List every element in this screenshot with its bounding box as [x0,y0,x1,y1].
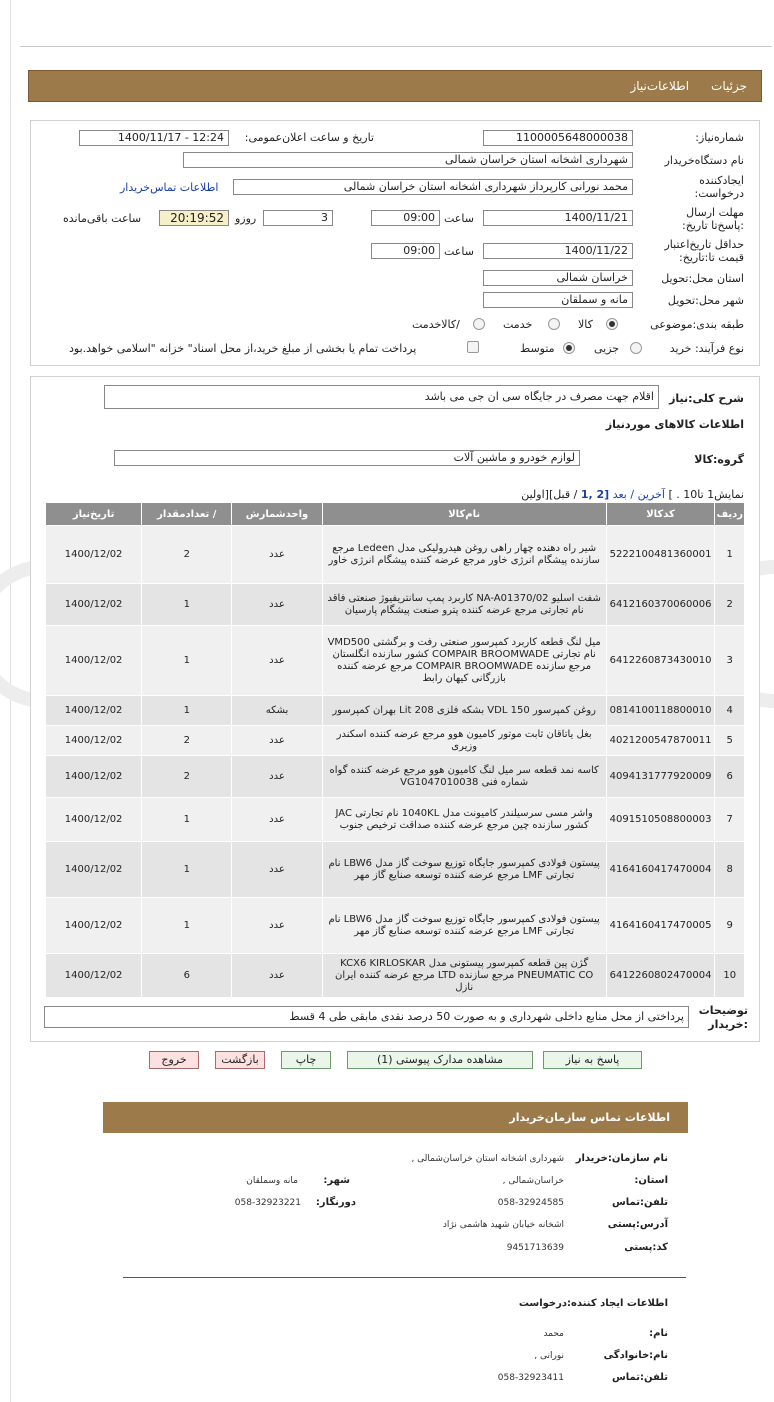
row-unit: عدد [232,626,322,696]
row-name: شیر راه دهنده چهار راهی روغن هیدرولیکی مدل Ledeen مرجع سازنده پیشگام انرژی خاور مرجع عرضه کننده پیشگام انرژی خاور [322,526,606,584]
row-qty: 6 [142,954,232,998]
goods-info-title: اطلاعات کالاهای موردنیاز [605,418,744,431]
phone-label: تلفن:تماس [611,1197,668,1208]
row-name: بغل یاتاقان ثابت موتور کامیون هوو مرجع عرضه کننده اسکندر وزیری [322,726,606,756]
buyer-org-field: شهرداری اشخانه استان خراسان شمالی [183,152,633,168]
tab-need-info[interactable]: اطلاعات‌نیاز [630,79,690,93]
province-label: استان محل:تحویل [661,272,744,285]
row-name: پیستون فولادی کمپرسور جایگاه توزیع سوخت گاز مدل LBW6 نام تجارتی LMF مرجع عرضه کننده توسعه صنایع گاز مهر [322,898,606,954]
row-qty: 1 [142,898,232,954]
table-row [46,626,745,696]
creator-label: ایجادکننده درخواست: [694,174,744,200]
row-index: 7 [715,798,745,842]
row-qty: 1 [142,584,232,626]
row-date: 1400/12/02 [46,798,142,842]
col-unit: واحدشمارش [232,503,322,526]
org-label: نام سازمان:خریدار [575,1153,668,1164]
header-bar [28,70,762,102]
validity-time-label: ساعت [444,245,474,258]
row-name: واشر مسی سرسیلندر کامیونت مدل 1040KL نام تجارتی JAC کشور سازنده چین مرجع عرضه کننده صداقت ترخیص جنوب [322,798,606,842]
phone-value: 058-32924585 [497,1198,564,1208]
row-code: 5222100481360001 [606,526,715,584]
row-date: 1400/12/02 [46,526,142,584]
contact-divider [123,1277,686,1278]
summary-field: اقلام جهت مصرف در جایگاه سی ان جی می باشد [104,385,659,409]
row-index: 9 [715,898,745,954]
row-date: 1400/12/02 [46,898,142,954]
buyer-notes-label: توضیحات :خریدار [698,1004,748,1031]
fax-value: 058-32923221 [234,1198,301,1208]
address-value: اشخانه خیابان شهید هاشمی نژاد [442,1220,564,1230]
row-code: 6412160370060006 [606,584,715,626]
treasury-payment-checkbox[interactable] [467,341,479,353]
category-goods-radio[interactable] [606,318,618,330]
row-code: 4164160417470004 [606,842,715,898]
row-unit: عدد [232,526,322,584]
announce-field: 1400/11/17 - 12:24 [79,130,229,146]
group-field: لوازم خودرو و ماشین آلات [114,450,580,466]
row-name: میل لنگ قطعه کاربرد کمپرسور صنعتی رفت و برگشتی VMD500 نام تجارتی COMPAIR BROOMWADE کشور سازنده انگلستان مرجع سازنده COMPAIR BROOMWADE مرجع عرضه کننده بازرگانی کیهان رابط [322,626,606,696]
row-date: 1400/12/02 [46,756,142,798]
postal-value: 9451713639 [506,1243,564,1253]
buyer-contact-link[interactable]: اطلاعات تماس‌خریدار [120,181,219,194]
row-qty: 1 [142,798,232,842]
creator-family-label: نام:خانوادگی [603,1350,668,1361]
row-date: 1400/12/02 [46,954,142,998]
contact-header-bar: اطلاعات تماس سازمان‌خریدار [103,1102,688,1133]
creator-name-value: محمد [543,1329,564,1339]
row-index: 4 [715,696,745,726]
group-label: گروه:کالا [694,453,744,466]
creator-family-value: نورانی , [534,1351,564,1361]
tab-details[interactable]: جزئیات [711,79,747,93]
row-unit: عدد [232,756,322,798]
pager-last-link[interactable]: آخرین [637,488,665,501]
pager-show: نمایش1 تا10 . ] [668,488,744,501]
validity-date-field: 1400/11/22 [483,243,633,259]
need-number-label: شماره‌نیاز: [695,131,744,144]
deadline-label: مهلت ارسال :پاسخ‌تا تاریخ: [682,206,744,232]
row-index: 6 [715,756,745,798]
contact-city-value: مانه وسملقان [246,1176,298,1186]
table-row [46,726,745,756]
row-qty: 1 [142,626,232,696]
process-partial-label: جزیی [594,342,620,355]
row-qty: 2 [142,726,232,756]
pager-next-link[interactable]: / بعد [612,488,635,501]
process-medium-label: متوسط [520,342,555,355]
row-code: 4164160417470005 [606,898,715,954]
category-goods-service-radio[interactable] [473,318,485,330]
announce-label: تاریخ و ساعت اعلان‌عمومی: [244,131,374,144]
row-qty: 2 [142,526,232,584]
buyer-org-label: نام دستگاه‌خریدار [664,154,744,167]
creator-phone-value: 058-32923411 [497,1373,564,1383]
row-code: 0814100118800010 [606,696,715,726]
row-unit: عدد [232,898,322,954]
row-code: 4094131777920009 [606,756,715,798]
treasury-payment-note: پرداخت تمام یا بخشی از مبلغ خرید،از محل اسناد" خزانه "اسلامی خواهد.بود [69,342,417,355]
contact-city-label: شهر: [323,1175,350,1186]
col-qty: / تعدادمقدار [142,503,232,526]
goods-table-header [46,503,745,526]
goods-table [45,502,745,998]
row-date: 1400/12/02 [46,626,142,696]
top-divider [20,46,772,47]
address-label: آدرس:پستی [607,1219,668,1230]
row-name: کاسه نمد قطعه سر میل لنگ کامیون هوو مرجع عرضه کننده گواه شماره فنی VG1047010038 [322,756,606,798]
row-index: 2 [715,584,745,626]
row-name: روغن کمپرسور VDL 150 بشکه فلزی 208 Lit بهران کمپرسور [322,696,606,726]
table-row [46,696,745,726]
pagination [521,488,744,501]
deadline-time-field: 09:00 [371,210,440,226]
table-row [46,526,745,584]
creator-phone-label: تلفن:تماس [611,1372,668,1383]
row-index: 8 [715,842,745,898]
table-row [46,898,745,954]
row-qty: 1 [142,842,232,898]
process-label: نوع فرآیند: خرید [669,342,744,355]
contact-province-value: خراسان‌شمالی , [502,1176,564,1186]
creator-name-label: نام: [649,1328,668,1339]
row-date: 1400/12/02 [46,584,142,626]
pager-rest: / قبل][اولین [521,488,578,501]
need-number-field: 1100005648000038 [483,130,633,146]
table-row [46,584,745,626]
row-date: 1400/12/02 [46,726,142,756]
row-qty: 2 [142,756,232,798]
category-label: طبقه بندی:موضوعی [650,318,744,331]
table-row [46,842,745,898]
row-index: 1 [715,526,745,584]
deadline-time-label: ساعت [444,212,474,225]
remaining-time-field: 20:19:52 [159,210,229,226]
city-field: مانه و سملقان [483,292,633,308]
print-button[interactable]: چاپ [281,1051,331,1069]
category-service-label: خدمت [503,318,533,331]
row-code: 4091510508800003 [606,798,715,842]
postal-label: کد:پستی [624,1242,668,1253]
row-unit: عدد [232,584,322,626]
row-name: شفت اسلیو NA-A01370/02 کاربرد پمپ سانتریفیوژ صنعتی فاقد نام تجارتی مرجع عرضه کننده پترو صنعت پیشگام پارسیان [322,584,606,626]
category-goods-service-label: /کالاخدمت [412,318,460,331]
pager-pages[interactable]: [2 ,1 [580,488,610,501]
row-qty: 1 [142,696,232,726]
summary-label: شرح کلی:نیاز [669,392,744,405]
col-index: ردیف [715,503,745,526]
row-unit: بشکه [232,696,322,726]
back-button[interactable]: بازگشت [215,1051,265,1069]
row-code: 6412260802470004 [606,954,715,998]
row-index: 10 [715,954,745,998]
row-code: 6412260873430010 [606,626,715,696]
validity-label: حداقل تاریخ‌اعتبار قیمت تا:تاریخ: [664,238,744,264]
row-index: 3 [715,626,745,696]
process-medium-radio[interactable] [563,342,575,354]
org-value: شهرداری اشخانه استان خراسان‌شمالی , [411,1154,564,1164]
row-date: 1400/12/02 [46,842,142,898]
table-row [46,798,745,842]
validity-time-field: 09:00 [371,243,440,259]
row-unit: عدد [232,954,322,998]
reply-button[interactable]: پاسخ به نیاز [543,1051,642,1069]
deadline-date-field: 1400/11/21 [483,210,633,226]
col-date: تاریخ‌نیاز [46,503,142,526]
table-row [46,954,745,998]
contact-province-label: استان: [634,1175,668,1186]
remaining-time-label: ساعت باقی‌مانده [63,212,142,225]
days-label: روزو [235,212,257,225]
buyer-notes-field: پرداختی از محل منابع داخلی شهرداری و به صورت 50 درصد نقدی مابقی طی 4 قسط [44,1006,689,1028]
attachments-button[interactable]: مشاهده مدارک پیوستی (1) [347,1051,533,1069]
creator-field: محمد نورانی کارپرداز شهرداری اشخانه استان خراسان شمالی [233,179,633,195]
row-index: 5 [715,726,745,756]
fax-label: دورنگار: [315,1197,356,1208]
row-name: پیستون فولادی کمپرسور جایگاه توزیع سوخت گاز مدل LBW6 نام تجارتی LMF مرجع عرضه کننده توسعه صنایع گاز مهر [322,842,606,898]
table-row [46,756,745,798]
row-date: 1400/12/02 [46,696,142,726]
exit-button[interactable]: خروج [149,1051,199,1069]
row-code: 4021200547870011 [606,726,715,756]
row-name: گژن پین قطعه کمپرسور پیستونی مدل KCX6 KIRLOSKAR PNEUMATIC CO مرجع سازنده LTD مرجع عرضه کننده ایران نازل [322,954,606,998]
days-field: 3 [263,210,333,226]
col-name: نام‌کالا [322,503,606,526]
process-partial-radio[interactable] [630,342,642,354]
row-unit: عدد [232,842,322,898]
col-code: کدکالا [606,503,715,526]
left-border-line [10,0,11,1402]
province-field: خراسان شمالی [483,270,633,286]
category-service-radio[interactable] [548,318,560,330]
creator-info-title: اطلاعات ایجاد کننده:درخواست [518,1298,668,1309]
category-goods-label: کالا [578,318,593,331]
row-unit: عدد [232,726,322,756]
city-label: شهر محل:تحویل [667,294,744,307]
row-unit: عدد [232,798,322,842]
